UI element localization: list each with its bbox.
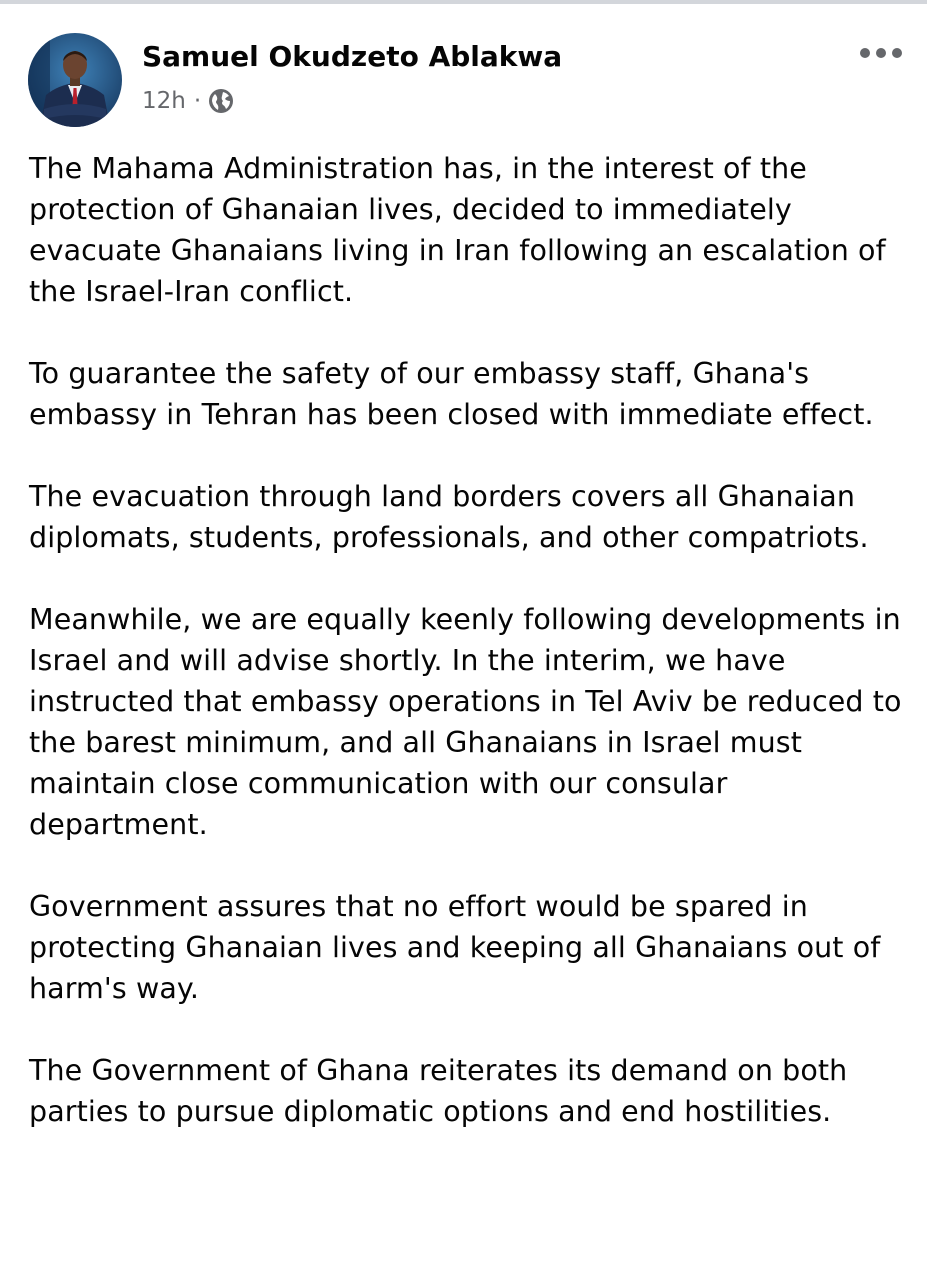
more-dot	[860, 48, 870, 58]
more-options-icon[interactable]	[854, 41, 908, 65]
post-paragraph: The Government of Ghana reiterates its demand on both parties to pursue diplomatic options and end hostilities.	[29, 1054, 848, 1128]
top-divider	[0, 0, 927, 4]
post-paragraph: Government assures that no effort would be spared in protecting Ghanaian lives and keeping all Ghanaians out of harm's way.	[29, 890, 881, 1005]
post-body	[29, 148, 909, 1173]
globe-icon[interactable]	[208, 88, 234, 114]
more-dot	[876, 48, 886, 58]
post-paragraph: The Mahama Administration has, in the interest of the protection of Ghanaian lives, decided to immediately evacuate Ghanaians living in Iran following an escalation of the Israel-Iran conflict.	[29, 152, 886, 308]
post-header	[28, 33, 908, 129]
post-paragraph: Meanwhile, we are equally keenly following developments in Israel and will advise shortly. In the interim, we have instructed that embassy operations in Tel Aviv be reduced to the barest minimum, and all Ghanaians in Israel must maintain close communication with our consular department.	[29, 603, 902, 841]
author-avatar[interactable]	[28, 33, 122, 127]
post-paragraph: The evacuation through land borders covers all Ghanaian diplomats, students, professionals, and other compatriots.	[29, 480, 869, 554]
author-name[interactable]: Samuel Okudzeto Ablakwa	[142, 40, 563, 73]
avatar-image	[28, 33, 122, 127]
meta-separator: ·	[193, 88, 202, 114]
post-paragraph: To guarantee the safety of our embassy staff, Ghana's embassy in Tehran has been closed with immediate effect.	[29, 357, 874, 431]
post-meta	[142, 85, 234, 117]
more-dot	[892, 48, 902, 58]
post-timestamp[interactable]: 12h	[142, 88, 186, 114]
